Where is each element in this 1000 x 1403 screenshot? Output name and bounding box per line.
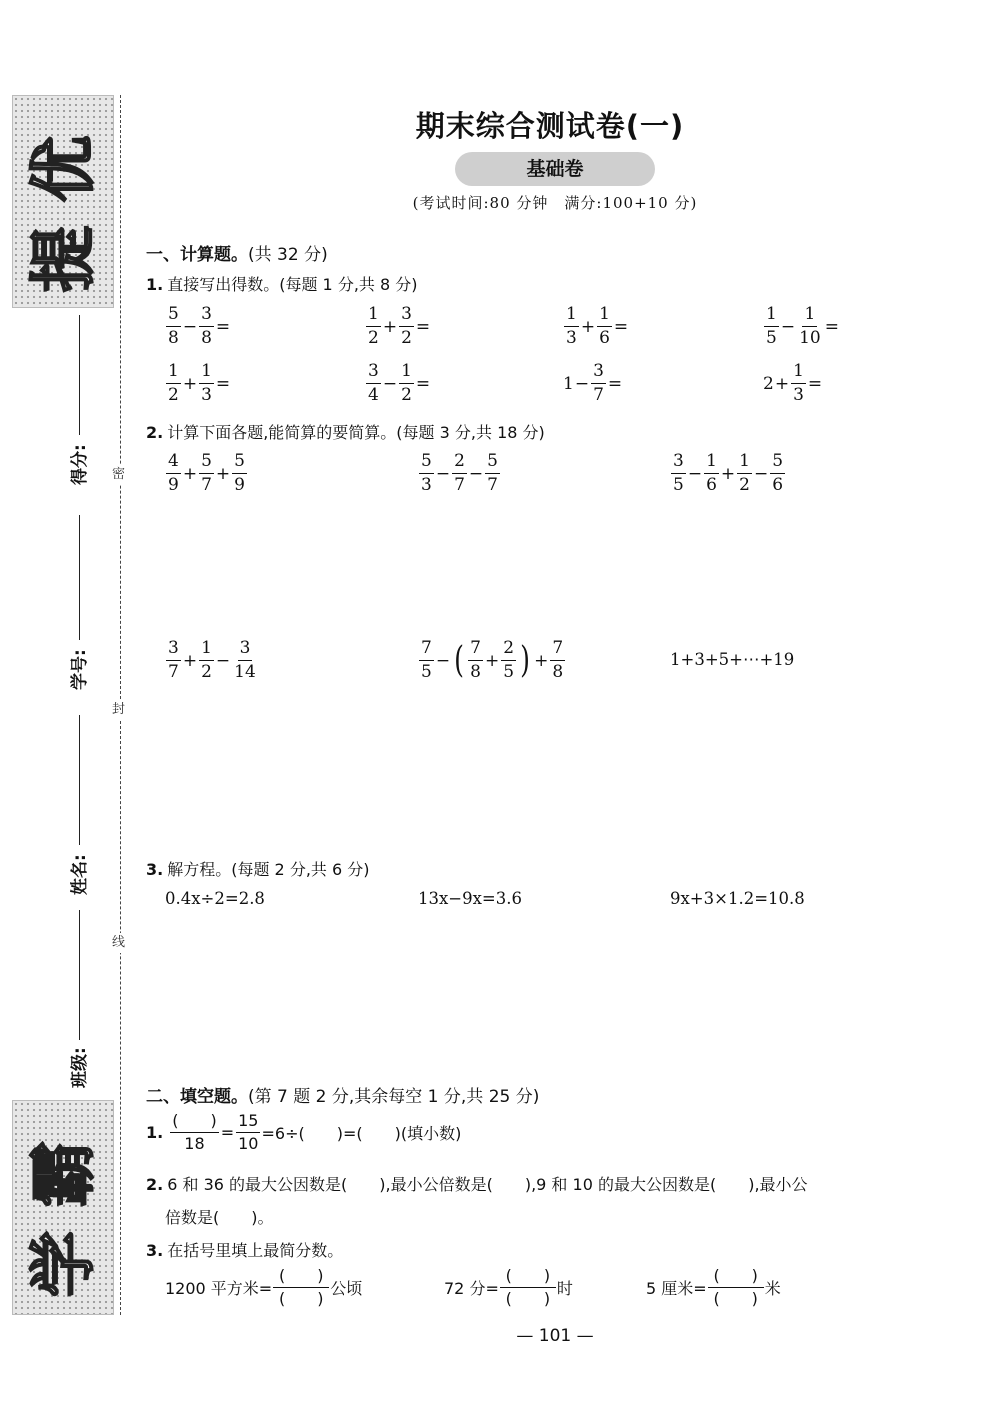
question-text: 6 和 36 的最大公因数是( ),最小公倍数是( ),9 和 10 的最大公因数是( ),最小公 bbox=[167, 1175, 808, 1194]
oral-calc-item: $\frac{3}{4}$ − $\frac{1}{2}$ = bbox=[368, 361, 431, 405]
question-2-2 bbox=[146, 1172, 808, 1195]
oral-calc-item: $\frac{5}{8}$ − $\frac{3}{8}$ = bbox=[168, 304, 231, 348]
section-2-title: 二、填空题。 bbox=[146, 1087, 248, 1107]
question-number: 3. bbox=[146, 1241, 164, 1260]
answer-blank[interactable]: ( ) bbox=[278, 1289, 324, 1308]
margin-char-4: 霸 bbox=[25, 1141, 102, 1207]
answer-blank[interactable]: ( ) bbox=[505, 1289, 551, 1308]
question-number: 2. bbox=[146, 423, 164, 442]
class-label: 班级: bbox=[70, 1047, 90, 1088]
question-number: 1. bbox=[146, 1123, 164, 1142]
oral-calc-item: $\frac{1}{5}$ − $\frac{1}{10}$ = bbox=[766, 304, 839, 348]
calc-item-6: 1+3+5+⋯+19 bbox=[670, 650, 795, 669]
name-field[interactable] bbox=[79, 715, 80, 845]
fraction-fill-item: 1200 平方米= $\frac{( )}{( )}$ 公顷 bbox=[165, 1266, 363, 1308]
question-number: 3. bbox=[146, 860, 164, 879]
oral-calc-item: $\frac{1}{2}$ + $\frac{1}{3}$ = bbox=[168, 361, 231, 405]
question-text: 直接写出得数。(每题 1 分,共 8 分) bbox=[167, 275, 418, 294]
margin-char-3: 学 bbox=[25, 1231, 102, 1297]
fraction-fill-item: 72 分= $\frac{( )}{( )}$ 时 bbox=[444, 1266, 573, 1308]
margin-char-2: 优 bbox=[25, 136, 102, 202]
difficulty-tag: 基础卷 bbox=[455, 152, 655, 186]
calc-item-2: $\frac{5}{3}$ − $\frac{2}{7}$ − $\frac{5}{7}$ bbox=[421, 451, 498, 495]
oral-calc-item: 1 − $\frac{3}{7}$ = bbox=[563, 361, 623, 405]
binding-word-mi: 密 bbox=[112, 465, 125, 485]
question-text: 计算下面各题,能简算的要简算。(每题 3 分,共 18 分) bbox=[167, 423, 545, 442]
section-1-title: 一、计算题。 bbox=[146, 245, 248, 265]
question-2-3 bbox=[146, 1238, 343, 1261]
oral-calc-item: $\frac{1}{2}$ + $\frac{3}{2}$ = bbox=[368, 304, 431, 348]
question-text: 解方程。(每题 2 分,共 6 分) bbox=[167, 860, 370, 879]
margin-char-1: 提 bbox=[25, 226, 102, 292]
answer-blank[interactable]: ( ) bbox=[273, 1268, 329, 1288]
class-field[interactable] bbox=[79, 910, 80, 1040]
equation-item: 13x−9x=3.6 bbox=[418, 889, 522, 908]
answer-blank[interactable]: ( ) bbox=[713, 1289, 758, 1308]
section-1-heading bbox=[146, 240, 328, 265]
fraction-fill-item: 5 厘米= $\frac{( )}{( )}$ 米 bbox=[646, 1266, 781, 1308]
page-number: — 101 — bbox=[516, 1326, 594, 1346]
score-label: 得分: bbox=[70, 444, 90, 485]
question-number: 2. bbox=[146, 1175, 164, 1194]
student-id-field[interactable] bbox=[79, 515, 80, 640]
equation-item: 0.4x÷2=2.8 bbox=[165, 889, 265, 908]
question-1-2 bbox=[146, 420, 545, 443]
equation-item: 9x+3×1.2=10.8 bbox=[670, 889, 805, 908]
question-text: =6÷( )=( )(填小数) bbox=[261, 1124, 462, 1143]
margin-decoration-bottom bbox=[12, 1100, 114, 1315]
calc-item-4: $\frac{3}{7}$ + $\frac{1}{2}$ − $\frac{3}{14}$ bbox=[168, 638, 256, 682]
question-2-1: 1. $\frac{( )}{18}$ = $\frac{15}{10}$ =6÷( )=( )(填小数) bbox=[146, 1111, 462, 1153]
section-2-points: (第 7 题 2 分,其余每空 1 分,共 25 分) bbox=[248, 1087, 540, 1107]
page-title: 期末综合测试卷(一) bbox=[415, 109, 685, 143]
section-2-heading bbox=[146, 1082, 539, 1107]
answer-blank[interactable]: ( ) bbox=[170, 1113, 219, 1133]
margin-decoration-top bbox=[12, 95, 114, 308]
name-label: 姓名: bbox=[70, 854, 90, 895]
exam-info: (考试时间:80 分钟 满分:100+10 分) bbox=[412, 194, 698, 212]
question-text: 在括号里填上最简分数。 bbox=[167, 1241, 344, 1260]
oral-calc-item: $\frac{1}{3}$ + $\frac{1}{6}$ = bbox=[566, 304, 629, 348]
score-field[interactable] bbox=[79, 315, 80, 435]
binding-word-feng: 封 bbox=[112, 700, 125, 720]
student-id-label: 学号: bbox=[70, 649, 90, 690]
calc-item-1: $\frac{4}{9}$ + $\frac{5}{7}$ + $\frac{5}{9}$ bbox=[168, 451, 245, 495]
question-1-3 bbox=[146, 857, 370, 880]
calc-item-3: $\frac{3}{5}$ − $\frac{1}{6}$ + $\frac{1}{2}$ − $\frac{5}{6}$ bbox=[673, 451, 784, 495]
calc-item-5: $\frac{7}{5}$ − ( $\frac{7}{8}$ + $\frac{2}{5}$ ) + $\frac{7}{8}$ bbox=[421, 638, 564, 682]
answer-blank[interactable]: ( ) bbox=[708, 1268, 764, 1288]
question-2-2-cont: 倍数是( )。 bbox=[165, 1208, 274, 1227]
question-number: 1. bbox=[146, 275, 164, 294]
oral-calc-item: 2 + $\frac{1}{3}$ = bbox=[763, 361, 823, 405]
answer-blank[interactable]: ( ) bbox=[500, 1268, 556, 1288]
binding-word-xian: 线 bbox=[112, 933, 125, 953]
question-1-1 bbox=[146, 272, 418, 295]
section-1-points: (共 32 分) bbox=[248, 245, 328, 265]
